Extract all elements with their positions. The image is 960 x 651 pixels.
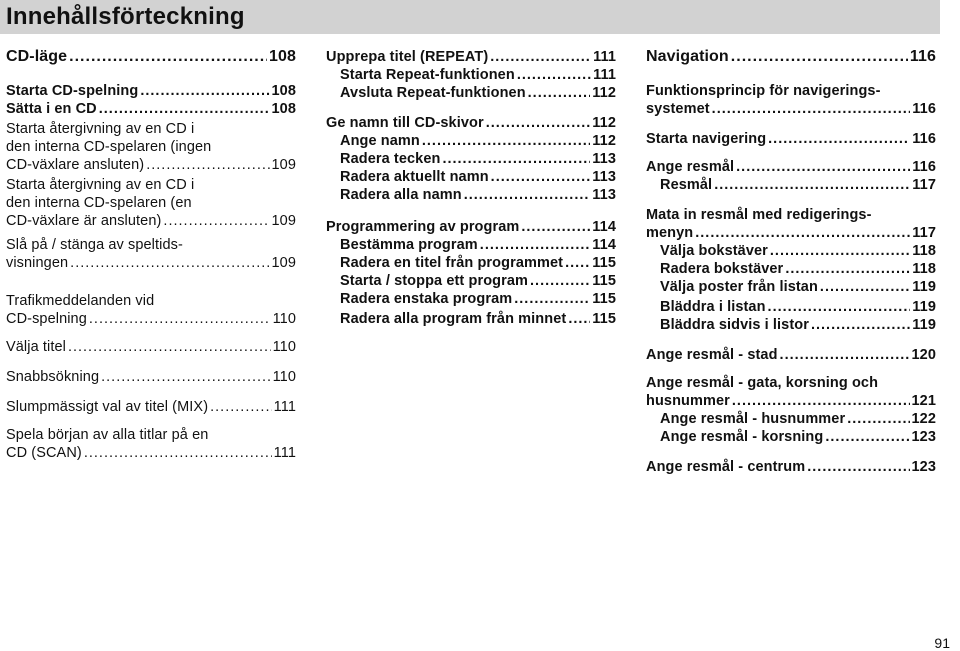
- toc-entry-text: Ange resmål - husnummer: [660, 411, 846, 427]
- toc-entry: [6, 100, 296, 118]
- toc-page-number: 121: [911, 393, 936, 409]
- dot-leader: [712, 100, 911, 118]
- toc-entry: [6, 236, 296, 272]
- toc-entry: [6, 338, 296, 356]
- toc-entry-text: Ange resmål: [646, 159, 735, 175]
- toc-entry-leader-line: [6, 254, 296, 272]
- dot-leader: [785, 260, 910, 278]
- toc-entry: [6, 120, 296, 174]
- toc-entry: [6, 292, 296, 328]
- dot-leader: [768, 298, 911, 316]
- toc-entry-text: Navigation: [646, 48, 729, 65]
- toc-entry-leader-line: [340, 254, 616, 272]
- toc-entry-leader-line: [660, 242, 936, 260]
- toc-entry-text: CD-läge: [6, 48, 68, 65]
- toc-page-number: 119: [912, 279, 936, 295]
- toc-entry-leader-line: [646, 48, 936, 66]
- dot-leader: [695, 224, 910, 242]
- toc-page-number: 118: [912, 261, 936, 277]
- dot-leader: [491, 168, 591, 186]
- toc-page-number: 110: [272, 339, 296, 355]
- dot-leader: [736, 158, 910, 176]
- toc-entry-text: Radera alla program från minnet: [340, 311, 567, 327]
- toc-page-number: 108: [271, 83, 296, 99]
- toc-page-number: 111: [273, 445, 296, 461]
- toc-page-number: 115: [592, 255, 616, 271]
- toc-page-number: 112: [592, 133, 616, 149]
- toc-entry-leader-line: [6, 444, 296, 462]
- toc-entry: [660, 428, 936, 446]
- toc-entry-leader-line: [6, 82, 296, 100]
- dot-leader: [780, 346, 910, 364]
- toc-entry: [340, 168, 616, 186]
- toc-entry: [660, 278, 936, 296]
- toc-entry-leader-line: [660, 176, 936, 194]
- dot-leader: [514, 290, 590, 308]
- toc-page-number: 114: [592, 237, 616, 253]
- toc-page-number: 123: [911, 429, 936, 445]
- toc-entry-text: CD-spelning: [6, 311, 87, 327]
- toc-entry-leader-line: [340, 66, 616, 84]
- dot-leader: [714, 176, 910, 194]
- toc-page-number: 108: [269, 48, 296, 65]
- toc-entry: [340, 66, 616, 84]
- toc-entry: [660, 242, 936, 260]
- toc-entry-text: Bestämma program: [340, 237, 478, 253]
- toc-entry-leader-line: [660, 278, 936, 296]
- toc-page-number: 119: [912, 299, 936, 315]
- toc-page-number: 110: [272, 311, 296, 327]
- toc-entry-line: den interna CD-spelaren (en: [6, 195, 192, 211]
- toc-entry-leader-line: [340, 310, 616, 328]
- toc-page-number: 111: [273, 399, 296, 415]
- toc-entry: [340, 290, 616, 308]
- toc-entry-text: Starta CD-spelning: [6, 83, 139, 99]
- toc-entry: [646, 82, 936, 118]
- dot-leader: [847, 410, 909, 428]
- toc-entry-text: Ange resmål - korsning: [660, 429, 824, 445]
- toc-entry-text: Ange resmål - centrum: [646, 459, 806, 475]
- toc-entry-leader-line: [646, 100, 936, 118]
- toc-entry-leader-line: [326, 114, 616, 132]
- toc-page-number: 112: [592, 115, 616, 131]
- toc-entry-line: Spela början av alla titlar på en: [6, 427, 209, 443]
- toc-page-number: 109: [271, 157, 296, 173]
- toc-entry-leader-line: [660, 298, 936, 316]
- dot-leader: [731, 48, 908, 66]
- toc-entry: [660, 316, 936, 334]
- toc-entry-text: Radera tecken: [340, 151, 441, 167]
- toc-entry: [340, 272, 616, 290]
- toc-entry-leader-line: [646, 346, 936, 364]
- toc-page-number: 115: [592, 311, 616, 327]
- toc-entry-leader-line: [6, 48, 296, 66]
- toc-page-number: 117: [912, 177, 936, 193]
- toc-entry-text: Starta / stoppa ett program: [340, 273, 529, 289]
- toc-entry-leader-line: [660, 260, 936, 278]
- toc-entry-text: visningen: [6, 255, 69, 271]
- toc-entry: [6, 368, 296, 386]
- dot-leader: [210, 398, 272, 416]
- toc-entry: [646, 458, 936, 476]
- dot-leader: [530, 272, 590, 290]
- toc-entry-leader-line: [660, 410, 936, 428]
- toc-entry: [326, 114, 616, 132]
- toc-entry-line: den interna CD-spelaren (ingen: [6, 139, 212, 155]
- toc-page-number: 122: [911, 411, 936, 427]
- toc-entry-line: Funktionsprincip för navigerings-: [646, 83, 881, 99]
- toc-entry-leader-line: [326, 218, 616, 236]
- dot-leader: [770, 242, 910, 260]
- toc-entry-leader-line: [6, 100, 296, 118]
- page-title: Innehållsförteckning: [6, 3, 245, 30]
- toc-entry: [660, 298, 936, 316]
- toc-entry: [646, 346, 936, 364]
- toc-entry: [646, 206, 936, 242]
- toc-page-number: 109: [271, 255, 296, 271]
- toc-entry: [660, 410, 936, 428]
- toc-entry-text: Välja bokstäver: [660, 243, 768, 259]
- dot-leader: [521, 218, 590, 236]
- toc-page-number: 117: [912, 225, 936, 241]
- toc-entry-line: Ange resmål - gata, korsning och: [646, 375, 879, 391]
- dot-leader: [565, 254, 590, 272]
- toc-entry: [646, 158, 936, 176]
- dot-leader: [422, 132, 590, 150]
- toc-entry: [646, 130, 936, 148]
- toc-entry-text: Radera alla namn: [340, 187, 462, 203]
- toc-entry-leader-line: [646, 392, 936, 410]
- toc-entry-text: systemet: [646, 101, 710, 117]
- toc-page-number: 123: [911, 459, 936, 475]
- dot-leader: [442, 150, 590, 168]
- toc-entry-text: CD-växlare ansluten): [6, 157, 145, 173]
- toc-section-heading: [646, 48, 936, 66]
- toc-page-number: 111: [593, 67, 616, 83]
- toc-entry-leader-line: [6, 310, 296, 328]
- toc-entry-text: Radera bokstäver: [660, 261, 784, 277]
- toc-entry-text: Radera aktuellt namn: [340, 169, 489, 185]
- toc-entry: [6, 82, 296, 100]
- toc-entry-leader-line: [340, 84, 616, 102]
- toc-page-number: 109: [271, 213, 296, 229]
- dot-leader: [70, 254, 269, 272]
- page-number: 91: [934, 635, 950, 651]
- toc-page-number: 112: [592, 85, 616, 101]
- dot-leader: [568, 310, 590, 328]
- dot-leader: [89, 310, 271, 328]
- toc-entry-text: Ange resmål - stad: [646, 347, 778, 363]
- toc-page-number: 108: [271, 101, 296, 117]
- toc-entry-text: Bläddra sidvis i listor: [660, 317, 809, 333]
- toc-page-number: 115: [592, 273, 616, 289]
- toc-page-number: 113: [592, 187, 616, 203]
- dot-leader: [464, 186, 591, 204]
- dot-leader: [811, 316, 910, 334]
- toc-entry: [340, 186, 616, 204]
- toc-entry: [6, 398, 296, 416]
- toc-entry-leader-line: [660, 316, 936, 334]
- dot-leader: [140, 82, 269, 100]
- toc-entry-leader-line: [326, 48, 616, 66]
- toc-entry-leader-line: [646, 458, 936, 476]
- toc-entry-leader-line: [340, 236, 616, 254]
- toc-entry-leader-line: [6, 368, 296, 386]
- toc-page-number: 116: [909, 48, 936, 65]
- toc-entry-line: Trafikmeddelanden vid: [6, 293, 155, 309]
- toc-entry-text: Sätta i en CD: [6, 101, 97, 117]
- toc-entry-text: Radera en titel från programmet: [340, 255, 564, 271]
- toc-entry-line: Slå på / stänga av speltids-: [6, 237, 183, 253]
- toc-entry-text: Upprepa titel (REPEAT): [326, 49, 489, 65]
- toc-entry-line: Mata in resmål med redigerings-: [646, 207, 872, 223]
- toc-entry-text: Radera enstaka program: [340, 291, 513, 307]
- toc-entry-text: Slumpmässigt val av titel (MIX): [6, 399, 209, 415]
- toc-entry-text: CD (SCAN): [6, 445, 82, 461]
- toc-page-number: 110: [272, 369, 296, 385]
- toc-entry: [340, 310, 616, 328]
- toc-section-heading: [6, 48, 296, 66]
- toc-page-number: 116: [912, 159, 936, 175]
- dot-leader: [820, 278, 910, 296]
- dot-leader: [768, 130, 910, 148]
- toc-entry-text: Avsluta Repeat-funktionen: [340, 85, 526, 101]
- dot-leader: [825, 428, 909, 446]
- toc-entry-leader-line: [6, 156, 296, 174]
- toc-entry-line: Starta återgivning av en CD i: [6, 177, 195, 193]
- toc-page-number: 113: [592, 151, 616, 167]
- toc-entry-text: Starta Repeat-funktionen: [340, 67, 515, 83]
- toc-entry-leader-line: [340, 168, 616, 186]
- dot-leader: [490, 48, 591, 66]
- dot-leader: [101, 368, 270, 386]
- toc-entry-text: husnummer: [646, 393, 730, 409]
- dot-leader: [517, 66, 591, 84]
- dot-leader: [732, 392, 910, 410]
- toc-entry: [340, 254, 616, 272]
- toc-entry-leader-line: [646, 130, 936, 148]
- dot-leader: [807, 458, 909, 476]
- toc-page-number: 115: [592, 291, 616, 307]
- dot-leader: [99, 100, 270, 118]
- toc-entry-leader-line: [646, 158, 936, 176]
- toc-entry-text: Välja titel: [6, 339, 66, 355]
- toc-entry-leader-line: [6, 212, 296, 230]
- dot-leader: [486, 114, 591, 132]
- toc-entry-leader-line: [340, 150, 616, 168]
- toc-page-number: 114: [592, 219, 616, 235]
- toc-entry-leader-line: [340, 132, 616, 150]
- dot-leader: [480, 236, 591, 254]
- toc-entry: [340, 150, 616, 168]
- toc-entry-leader-line: [6, 338, 296, 356]
- dot-leader: [528, 84, 591, 102]
- dot-leader: [146, 156, 269, 174]
- toc-page-number: 116: [912, 101, 936, 117]
- toc-entry-text: Bläddra i listan: [660, 299, 766, 315]
- toc-entry-text: Resmål: [660, 177, 713, 193]
- toc-entry: [340, 84, 616, 102]
- toc-entry: [6, 426, 296, 462]
- toc-entry: [326, 218, 616, 236]
- toc-page-number: 113: [592, 169, 616, 185]
- toc-entry: [660, 176, 936, 194]
- toc-entry-leader-line: [646, 224, 936, 242]
- title-bar: [0, 0, 940, 34]
- toc-entry: [340, 132, 616, 150]
- toc-page-number: 111: [593, 49, 616, 65]
- toc-page-number: 118: [912, 243, 936, 259]
- toc-entry-text: Ange namn: [340, 133, 420, 149]
- toc-entry: [340, 236, 616, 254]
- dot-leader: [84, 444, 272, 462]
- dot-leader: [68, 338, 271, 356]
- toc-entry-leader-line: [6, 398, 296, 416]
- toc-entry-leader-line: [660, 428, 936, 446]
- toc-entry-text: Välja poster från listan: [660, 279, 818, 295]
- dot-leader: [69, 48, 267, 66]
- toc-entry-text: Snabbsökning: [6, 369, 100, 385]
- toc-entry-text: Starta navigering: [646, 131, 767, 147]
- toc-entry-text: menyn: [646, 225, 694, 241]
- toc-entry-leader-line: [340, 186, 616, 204]
- toc-entry-line: Starta återgivning av en CD i: [6, 121, 195, 137]
- toc-entry-leader-line: [340, 272, 616, 290]
- toc-entry: [6, 176, 296, 230]
- dot-leader: [163, 212, 269, 230]
- toc-entry: [646, 374, 936, 410]
- toc-entry: [660, 260, 936, 278]
- toc-page-number: 119: [912, 317, 936, 333]
- toc-entry-text: CD-växlare är ansluten): [6, 213, 162, 229]
- toc-entry-text: Ge namn till CD-skivor: [326, 115, 484, 131]
- toc-page-number: 120: [911, 347, 936, 363]
- toc-entry-text: Programmering av program: [326, 219, 520, 235]
- toc-page-number: 116: [912, 131, 936, 147]
- toc-entry: [326, 48, 616, 66]
- toc-entry-leader-line: [340, 290, 616, 308]
